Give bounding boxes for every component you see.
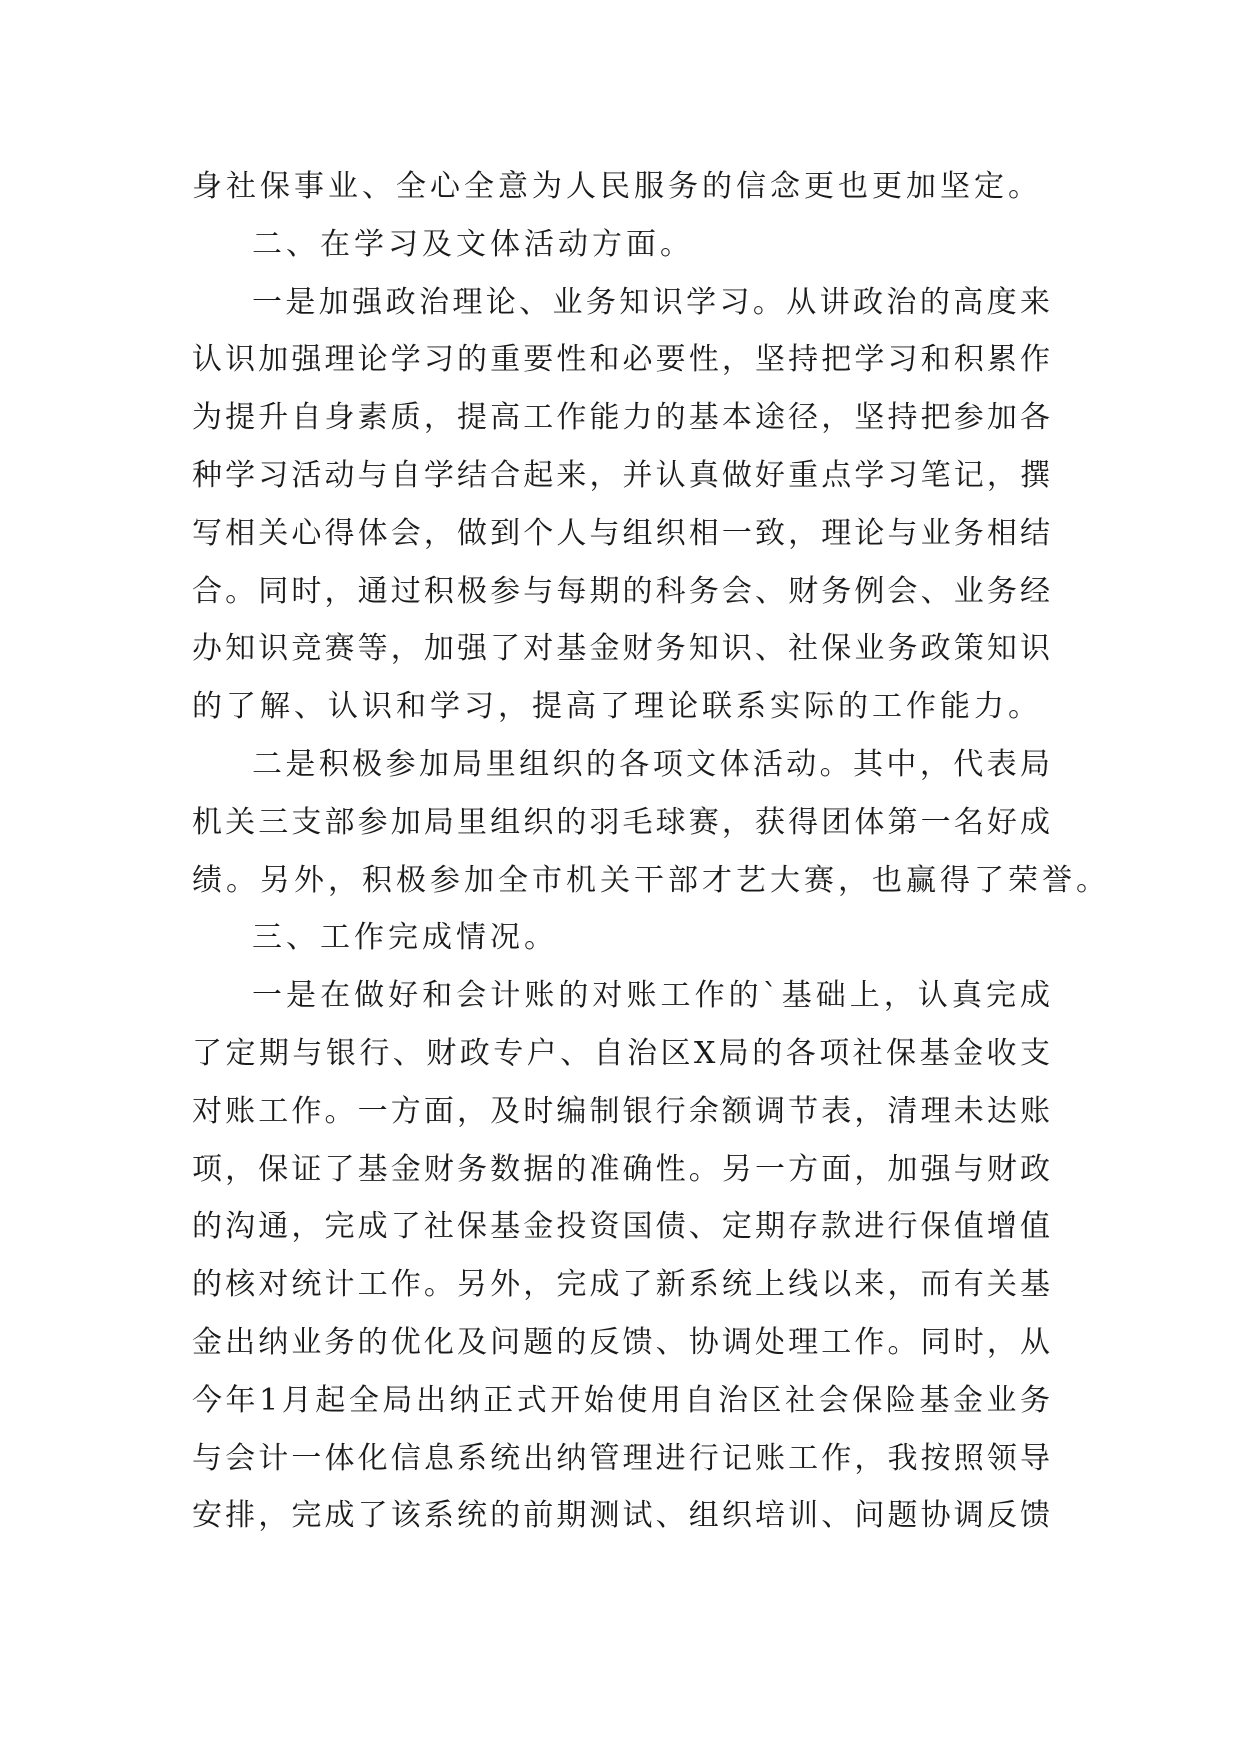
text-line: 的沟通，完成了社保基金投资国债、定期存款进行保值增值 — [192, 1209, 1050, 1245]
text-line: 办知识竞赛等，加强了对基金财务知识、社保业务政策知识 — [192, 631, 1050, 667]
text-line: 项，保证了基金财务数据的准确性。另一方面，加强与财政 — [192, 1151, 1050, 1187]
text-line: 了定期与银行、财政专户、自治区X局的各项社保基金收支 — [192, 1035, 1050, 1071]
text-line: 二、在学习及文体活动方面。 — [252, 226, 694, 262]
text-line: 为提升自身素质，提高工作能力的基本途径，坚持把参加各 — [192, 400, 1050, 436]
text-line: 安排，完成了该系统的前期测试、组织培训、问题协调反馈 — [192, 1498, 1050, 1534]
text-line: 今年1月起全局出纳正式开始使用自治区社会保险基金业务 — [192, 1382, 1050, 1418]
text-line: 的核对统计工作。另外，完成了新系统上线以来，而有关基 — [192, 1267, 1050, 1303]
text-line: 一是在做好和会计账的对账工作的`基础上，认真完成 — [252, 978, 1050, 1014]
text-line: 一是加强政治理论、业务知识学习。从讲政治的高度来 — [252, 284, 1050, 320]
text-line: 对账工作。一方面，及时编制银行余额调节表，清理未达账 — [192, 1093, 1050, 1129]
text-line: 金出纳业务的优化及问题的反馈、协调处理工作。同时，从 — [192, 1324, 1050, 1360]
text-line: 合。同时，通过积极参与每期的科务会、财务例会、业务经 — [192, 573, 1050, 609]
text-line: 三、工作完成情况。 — [252, 920, 558, 956]
document-body — [192, 158, 1110, 1545]
text-line: 认识加强理论学习的重要性和必要性，坚持把学习和积累作 — [192, 342, 1050, 378]
text-line: 写相关心得体会，做到个人与组织相一致，理论与业务相结 — [192, 515, 1050, 551]
text-line: 的了解、认识和学习，提高了理论联系实际的工作能力。 — [192, 689, 1042, 725]
text-line: 二是积极参加局里组织的各项文体活动。其中，代表局 — [252, 746, 1050, 782]
text-line: 与会计一体化信息系统出纳管理进行记账工作，我按照领导 — [192, 1440, 1050, 1476]
text-line: 机关三支部参加局里组织的羽毛球赛，获得团体第一名好成 — [192, 804, 1050, 840]
text-line: 身社保事业、全心全意为人民服务的信念更也更加坚定。 — [192, 169, 1042, 204]
text-line: 种学习活动与自学结合起来，并认真做好重点学习笔记，撰 — [192, 457, 1050, 493]
text-line: 绩。另外，积极参加全市机关干部才艺大赛，也赢得了荣誉。 — [192, 862, 1110, 898]
